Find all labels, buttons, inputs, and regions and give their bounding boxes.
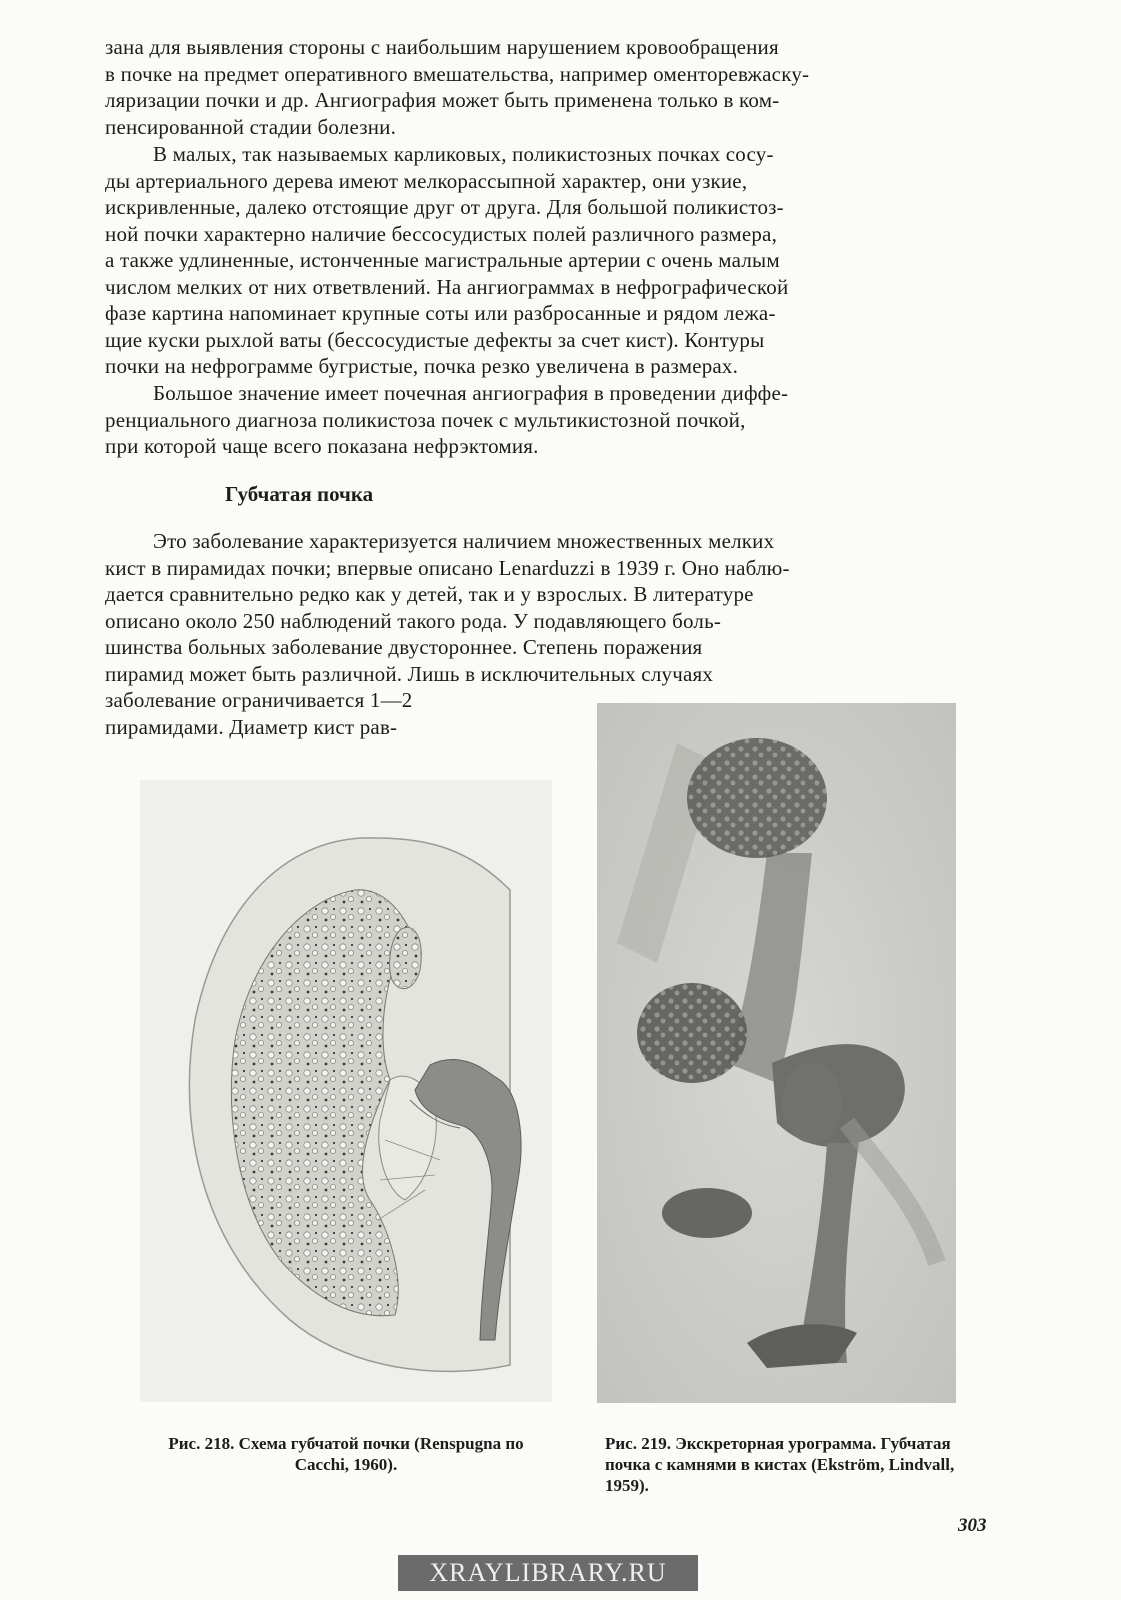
text-line: искривленные, далеко отстоящие друг от друга. Для большой поликистоз-	[105, 195, 784, 219]
page-number: 303	[958, 1515, 987, 1536]
text-line: пирамид может быть различной. Лишь в исключительных случаях	[105, 661, 714, 686]
text-line: а также удлиненные, истонченные магистральные артерии с очень малым	[105, 248, 780, 272]
text-line: ды артериального дерева имеют мелкорассыпной характер, они узкие,	[105, 168, 748, 193]
text-line: кист в пирамидах почки; впервые описано Lenarduzzi в 1939 г. Оно наблю-	[105, 555, 790, 580]
text-line: почки на нефрограмме бугристые, почка резко увеличена в размерах.	[105, 354, 739, 378]
paragraph-3	[105, 380, 993, 460]
urogram-radiograph	[597, 703, 956, 1403]
text-line: числом мелких от них ответвлений. На ангиограммах в нефрографической	[105, 274, 789, 299]
text-line: пирамидами. Диаметр кист рав-	[105, 714, 398, 739]
text-line: фазе картина напоминает крупные соты или разбросанные и рядом лежа-	[105, 301, 776, 325]
watermark-link[interactable]: XRAYLIBRARY.RU	[398, 1555, 698, 1591]
figure-218-caption: Рис. 218. Схема губчатой почки (Renspugna по Cacchi, 1960).	[168, 1434, 524, 1474]
figure-219-caption: Рис. 219. Экскреторная урограмма. Губчатая почка с камнями в кистах (Ekström, Lindvall, 1959).	[605, 1434, 955, 1495]
paragraph-4	[105, 528, 993, 687]
kidney-schema-illustration	[140, 780, 552, 1402]
text-line: щие куски рыхлой ваты (бессосудистые дефекты за счет кист). Контуры	[105, 327, 765, 352]
text-line: при которой чаще всего показана нефрэктомия.	[105, 434, 539, 458]
text-line: В малых, так называемых карликовых, поликистозных почках сосу-	[153, 142, 774, 166]
text-line: дается сравнительно редко как у детей, так и у взрослых. В литературе	[105, 582, 754, 606]
paragraph-2	[105, 141, 993, 380]
text-line: заболевание ограничивается 1—2	[105, 688, 413, 712]
figure-219-urogram	[597, 703, 956, 1403]
text-line: шинства больных заболевание двустороннее. Степень поражения	[105, 635, 703, 659]
section-heading: Губчатая почка	[225, 482, 374, 506]
text-line: пенсированной стадии болезни.	[105, 114, 397, 139]
figure-218-kidney-schema	[140, 780, 552, 1402]
text-line: ренциального диагноза поликистоза почек с мультикистозной почкой,	[105, 407, 746, 432]
text-line: ляризации почки и др. Ангиография может быть применена только в ком-	[105, 88, 780, 112]
text-line: ной почки характерно наличие бессосудистых полей различного размера,	[105, 221, 778, 246]
text-line: Большое значение имеет почечная ангиография в проведении диффе-	[153, 381, 789, 405]
text-line: описано около 250 наблюдений такого рода. У подавляющего боль-	[105, 608, 722, 633]
text-line: в почке на предмет оперативного вмешательства, например оменторевжаску-	[105, 61, 810, 86]
paragraph-1	[105, 34, 993, 140]
paragraph-5	[105, 687, 550, 740]
text-line: зана для выявления стороны с наибольшим нарушением кровообращения	[105, 35, 779, 59]
text-line: Это заболевание характеризуется наличием множественных мелких	[153, 529, 775, 553]
